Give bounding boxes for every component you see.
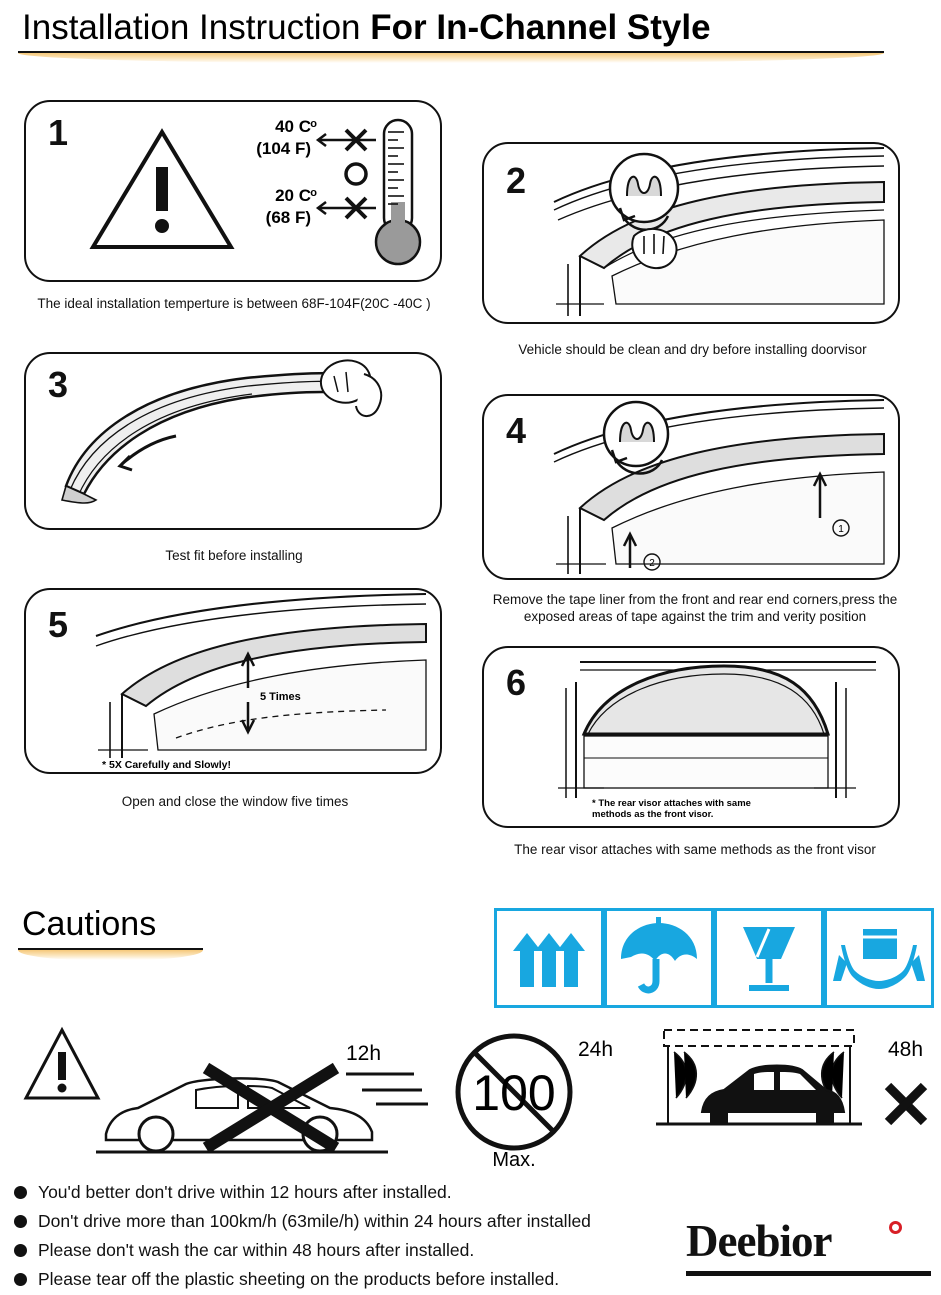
no-wash-48h-pictogram (650, 1012, 940, 1162)
list-item (14, 1236, 714, 1265)
step-4-number: 4 (506, 410, 527, 451)
this-side-up-icon (494, 908, 604, 1008)
step-5-inner-note: * 5X Carefully and Slowly! (102, 759, 231, 771)
page-title-text (22, 8, 711, 48)
step-3-illustration (26, 354, 440, 528)
speed-limit-pictogram (452, 1014, 642, 1174)
bullet-dot-icon (14, 1215, 27, 1228)
step-4-illustration (484, 396, 898, 578)
step-1-illustration (26, 102, 440, 280)
page-title-part1: Installation Instruction (22, 8, 371, 47)
step-1-cold-c: 20 C (275, 186, 311, 205)
speed-hours-label: 24h (578, 1038, 614, 1061)
step-6-inner-note-1: * The rear visor attaches with same (592, 798, 751, 809)
step-5-inner-label: 5 Times (260, 691, 301, 703)
brand-logo (686, 1215, 931, 1277)
step-3-box (24, 352, 442, 530)
list-item (14, 1178, 714, 1207)
title-gold-shadow (18, 53, 884, 63)
step-4-box (482, 394, 900, 580)
step-1-hot-c: 40 C (275, 117, 311, 136)
brand-name: Deebior (686, 1216, 832, 1266)
step-5-box (24, 588, 442, 774)
step-6-illustration (484, 648, 898, 826)
svg-text:o: o (310, 187, 317, 199)
page-title-part2: For In-Channel Style (370, 8, 711, 47)
svg-text:o: o (310, 118, 317, 130)
step-3-number: 3 (48, 364, 69, 405)
step-2-caption: Vehicle should be clean and dry before installing doorvisor (518, 342, 867, 357)
step-2-box (482, 142, 900, 324)
list-item (14, 1265, 714, 1294)
brand-underline (686, 1271, 931, 1276)
step-1-cold-f: (68 F) (265, 208, 311, 227)
step-5-number: 5 (48, 604, 69, 645)
bullet-dot-icon (14, 1186, 27, 1199)
step-6-box (482, 646, 900, 828)
page-title (18, 6, 918, 68)
no-drive-12h-pictogram (10, 1012, 470, 1172)
step-4-marker-one: 1 (838, 524, 844, 535)
step-3-caption: Test fit before installing (165, 548, 303, 563)
step-4-caption: Remove the tape liner from the front and rear end corners,press the exposed areas of tape against the trim and verity position (492, 592, 898, 624)
step-2-number: 2 (506, 160, 527, 201)
bullet-text: Please tear off the plastic sheeting on the products before installed. (38, 1269, 560, 1289)
speed-limit-value: 100 (472, 1065, 556, 1121)
step-2-illustration (484, 144, 898, 322)
step-1-caption: The ideal installation temperture is between 68F-104F(20C -40C ) (37, 296, 431, 311)
step-1-number: 1 (48, 112, 69, 153)
brand-registered-dot-icon (889, 1221, 902, 1234)
step-5-illustration (26, 590, 440, 772)
caution-bullet-list (14, 1178, 714, 1294)
no-drive-hours-label: 12h (346, 1042, 382, 1065)
fragile-glass-icon (714, 908, 824, 1008)
step-4-marker-two: 2 (649, 558, 655, 569)
bullet-text: Please don't wash the car within 48 hours after installed. (38, 1240, 475, 1260)
list-item (14, 1207, 714, 1236)
cautions-title (18, 905, 318, 965)
step-6-caption: The rear visor attaches with same methods as the front visor (514, 842, 876, 857)
step-1-box (24, 100, 442, 282)
step-6-number: 6 (506, 662, 527, 703)
bullet-text: You'd better don't drive within 12 hours after installed. (38, 1182, 452, 1202)
step-6-inner-note-2: methods as the front visor. (592, 809, 714, 820)
keep-dry-umbrella-icon (604, 908, 714, 1008)
step-1-hot-f: (104 F) (256, 139, 311, 158)
no-wash-hours-label: 48h (888, 1038, 924, 1061)
bullet-text: Don't drive more than 100km/h (63mile/h) within 24 hours after installed (38, 1211, 591, 1231)
handle-with-care-icon (824, 908, 934, 1008)
speed-limit-note: Max. (492, 1149, 536, 1171)
step-5-caption: Open and close the window five times (121, 794, 349, 809)
cautions-title-text: Cautions (22, 905, 157, 943)
cautions-gold-shadow (18, 950, 203, 960)
bullet-dot-icon (14, 1244, 27, 1257)
bullet-dot-icon (14, 1273, 27, 1286)
